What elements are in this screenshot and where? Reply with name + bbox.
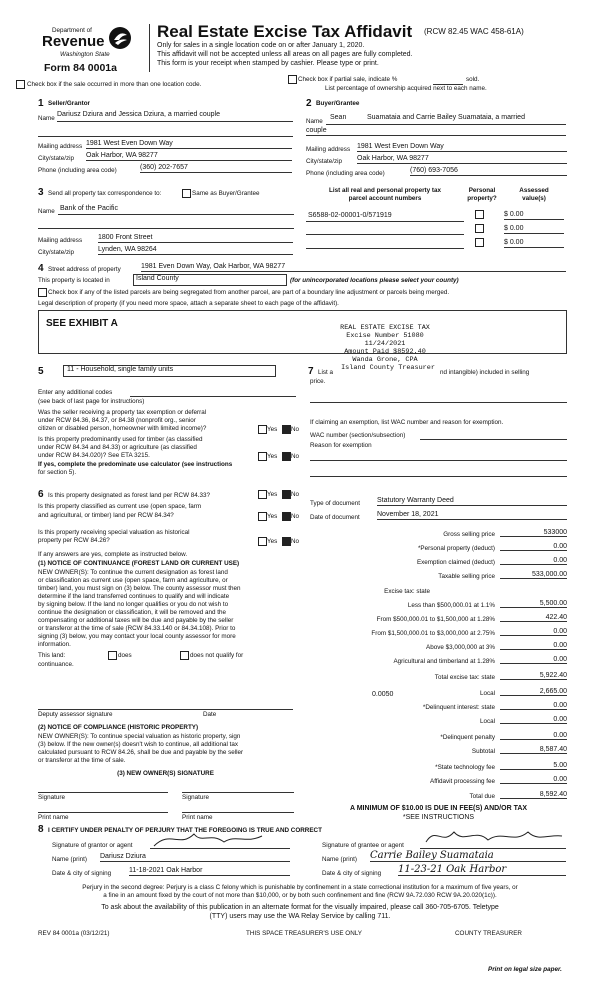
historic-yes-label: Yes xyxy=(267,538,278,545)
stamp-line-4: Amount Paid $8592.40 xyxy=(344,348,426,356)
parcel-line-1 xyxy=(306,221,464,222)
doc-date-label: Date of document xyxy=(310,514,360,521)
sold-label: sold. xyxy=(466,76,480,83)
if-yes-note: If any answers are yes, complete as instructed below. xyxy=(38,551,188,558)
seller-mail-label: Mailing address xyxy=(38,143,83,150)
owner-signature-label-1: Signature xyxy=(38,794,65,801)
seller-heading: Seller/Grantor xyxy=(48,100,90,107)
this-land-label: This land: xyxy=(38,652,66,659)
calc-value[interactable]: 0.00 xyxy=(500,716,567,724)
calc-label: *Delinquent penalty xyxy=(440,734,495,741)
buyer-name-line xyxy=(326,124,566,125)
form-number: Form 84 0001a xyxy=(44,62,117,74)
doc-type-label: Type of document xyxy=(310,500,361,507)
calc-value[interactable]: 0.00 xyxy=(500,656,567,664)
notice-1-line: NEW OWNER(S): To continue the current designation as forest land xyxy=(38,569,228,576)
grantee-name-field[interactable]: Carrie Bailey Suamataia xyxy=(370,850,566,862)
calc-label: Total excise tax: state xyxy=(434,674,495,681)
calc-value[interactable]: 0.00 xyxy=(500,702,567,710)
doc-date-field[interactable]: November 18, 2021 xyxy=(377,511,567,520)
grantee-signature-line[interactable] xyxy=(420,848,566,849)
notice-1-line: determine if the land transferred continues to qualify and will indicate xyxy=(38,593,230,600)
notice-2-title: (2) NOTICE OF COMPLIANCE (HISTORIC PROPERTY) xyxy=(38,724,199,731)
assessed-heading-2: value(s) xyxy=(522,195,546,202)
buyer-mail-field[interactable]: 1981 West Even Down Way xyxy=(357,143,567,152)
seller-phone-field[interactable]: (360) 202-7657 xyxy=(140,164,292,173)
minimum-note: A MINIMUM OF $10.00 IS DUE IN FEE(S) AND/OR TAX xyxy=(349,805,528,812)
timber-q-1: Is this property predominantly used for timber (as classified xyxy=(38,436,203,443)
buyer-name-label: Name xyxy=(306,118,323,125)
revenue-logo-icon xyxy=(108,26,132,50)
personal-checkbox-1[interactable] xyxy=(475,210,484,219)
parcel-number-1[interactable]: S6588-02-00001-0/571919 xyxy=(308,212,392,219)
buyer-name-cont[interactable]: couple xyxy=(306,127,566,136)
notice-2-line: or transferor at the time of sale. xyxy=(38,757,126,764)
stamp-line-1: REAL ESTATE EXCISE TAX xyxy=(340,324,430,332)
partial-sale-label: Check box if partial sale, indicate % xyxy=(298,76,398,83)
seller-name-label: Name xyxy=(38,115,55,122)
street-label: Street address of property xyxy=(48,266,121,273)
buyer-heading: Buyer/Grantee xyxy=(316,100,360,107)
parcel-heading-1: List all real and personal property tax xyxy=(329,187,441,194)
revenue-logo-text: Revenue xyxy=(42,33,105,50)
multi-location-label: Check box if the sale occurred in more than one location code. xyxy=(27,81,202,88)
buyer-phone-field[interactable]: (760) 693-7056 xyxy=(410,167,567,176)
calc-value[interactable]: 0.00 xyxy=(500,732,567,740)
calc-value[interactable]: 0.00 xyxy=(500,642,567,650)
owner-print-label-1: Print name xyxy=(38,814,69,821)
exempt-q-1: Was the seller receiving a property tax exemption or deferral xyxy=(38,409,207,416)
legal-size-note: Print on legal size paper. xyxy=(488,966,562,973)
stamp-line-6: Island County Treasurer xyxy=(338,364,438,372)
calc-label: Taxable selling price xyxy=(438,573,495,580)
availability-line-2: (TTY) users may use the WA Relay Service by calling 711. xyxy=(209,913,391,920)
partial-sale-checkbox[interactable] xyxy=(288,75,297,84)
calc-label: Exemption claimed (deduct) xyxy=(416,559,495,566)
section-2-number: 2 xyxy=(306,98,312,109)
parcel-line-2 xyxy=(306,234,464,235)
grantor-name-label: Name (print) xyxy=(52,856,87,863)
section-3-number: 3 xyxy=(38,187,44,198)
calc-value[interactable]: 422.40 xyxy=(500,614,567,622)
s7-text-2: nd intangible) included in selling xyxy=(440,369,530,376)
land-use-select[interactable]: 11 - Household, single family units xyxy=(63,365,276,377)
owner-print-line-1[interactable] xyxy=(38,812,168,813)
deputy-date-label: Date xyxy=(203,711,217,718)
stamp-line-2: Excise Number 51080 xyxy=(346,332,424,340)
not-qualify-label: does not qualify for xyxy=(190,652,244,659)
current-use-no-checkbox[interactable] xyxy=(282,512,291,521)
seller-extra-line xyxy=(38,136,293,137)
seller-name-line xyxy=(57,121,293,122)
legal-desc-label: Legal description of property (if you need more space, attach a separate sheet to each page of the affidavit). xyxy=(38,300,339,307)
calc-label: Above $3,000,000 at 3% xyxy=(426,644,495,651)
calc-value[interactable]: 0.00 xyxy=(500,557,567,565)
seller-city-field[interactable]: Oak Harbor, WA 98277 xyxy=(86,152,292,161)
exempt-yes-label: Yes xyxy=(267,426,278,433)
continuance-label: continuance. xyxy=(38,661,74,668)
assessed-value-3[interactable]: $ 0.00 xyxy=(504,239,564,248)
corr-name-label: Name xyxy=(38,208,55,215)
current-use-no-label: No xyxy=(291,513,300,520)
notice-2-line: NEW OWNER(S): To continue special valuation as historic property, sign xyxy=(38,733,241,740)
notice-1-line: continue the designation or classification, it will be removed and the xyxy=(38,609,226,616)
personal-checkbox-3[interactable] xyxy=(475,238,484,247)
availability-line-1: To ask about the availability of this publication in an alternate format for the visually impaired, please call 360-705-6705. Teletype xyxy=(101,904,499,911)
s7-text-3: price. xyxy=(310,378,326,385)
multi-location-checkbox[interactable] xyxy=(16,80,25,89)
seller-name-field[interactable]: Dariusz Dziura and Jessica Dziura, a married couple xyxy=(57,111,221,118)
historic-q-2: property per RCW 84.26? xyxy=(38,537,110,544)
notice-1-line: or transferor at the time of sale (RCW 84.33.140 or 84.34.108). Prior to xyxy=(38,625,236,632)
forest-no-label: No xyxy=(291,491,300,498)
certify-statement: I CERTIFY UNDER PENALTY OF PERJURY THAT THE FOREGOING IS TRUE AND CORRECT xyxy=(48,827,322,834)
stamp-line-3: 11/24/2021 xyxy=(364,340,406,348)
same-as-buyer-label: Same as Buyer/Grantee xyxy=(192,190,260,197)
page-title: Real Estate Excise Tax Affidavit xyxy=(157,22,413,41)
timber-no-checkbox[interactable] xyxy=(282,452,291,461)
section-4-number: 4 xyxy=(38,263,44,274)
owner-print-line-2[interactable] xyxy=(182,812,294,813)
grantee-name-label: Name (print) xyxy=(322,856,357,863)
current-use-q-2: and agricultural, or timber) land per RCW 84.34? xyxy=(38,512,174,519)
notice-1-line: by signing below. If the land no longer qualifies or you do not wish to xyxy=(38,601,229,608)
correspondence-label: Send all property tax correspondence to: xyxy=(48,190,162,197)
owner-print-label-2: Print name xyxy=(182,814,213,821)
historic-yes-checkbox[interactable] xyxy=(258,537,267,546)
calc-label: Agricultural and timberland at 1.28% xyxy=(393,658,495,665)
owner-sig-line-1[interactable] xyxy=(38,792,168,793)
calc-value[interactable]: 533,000.00 xyxy=(500,571,567,579)
calc-value[interactable]: 5,500.00 xyxy=(500,600,567,608)
notice-1-line: timber) land, you must sign on (3) below. The county assessor must then xyxy=(38,585,241,592)
calc-value[interactable]: 2,665.00 xyxy=(500,688,567,696)
grantor-name-field[interactable]: Dariusz Dziura xyxy=(100,853,290,862)
calc-label: Less than $500,000.01 at 1.1% xyxy=(407,602,495,609)
corr-city-field[interactable]: Lynden, WA 98264 xyxy=(98,246,293,255)
parcel-line-3 xyxy=(306,248,464,249)
historic-no-label: No xyxy=(291,538,300,545)
forest-no-checkbox[interactable] xyxy=(282,490,291,499)
revision-label: REV 84 0001a (03/12/21) xyxy=(38,930,110,937)
stamp-line-5: Wanda Grone, CPA xyxy=(352,356,418,364)
calc-label: Local xyxy=(479,718,495,725)
corr-name-line xyxy=(58,214,294,215)
buyer-city-field[interactable]: Oak Harbor, WA 98277 xyxy=(357,155,567,164)
calc-label: Gross selling price xyxy=(443,531,495,538)
header-divider xyxy=(149,24,150,72)
calc-value[interactable]: 533000 xyxy=(500,529,567,537)
notice-1-line: signing (3) below, you may contact your local county assessor for more xyxy=(38,633,236,640)
street-address-field[interactable]: 1981 Even Down Way, Oak Harbor, WA 98277 xyxy=(141,263,566,272)
timber-q-4: If yes, complete the predominate use calculator (see instructions xyxy=(38,461,233,468)
doc-type-field[interactable]: Statutory Warranty Deed xyxy=(377,497,567,506)
seller-mail-field[interactable]: 1981 West Even Down Way xyxy=(86,140,292,149)
location-label: This property is located in xyxy=(38,277,110,284)
exempt-q-2: under RCW 84.36, 84.37, or 84.38 (nonprofit org., senior xyxy=(38,417,196,424)
notice-2-line: calculated pursuant to RCW 84.26, shall be due and payable by the seller xyxy=(38,749,244,756)
same-as-buyer-checkbox[interactable] xyxy=(182,189,191,198)
additional-codes-label: Enter any additional codes xyxy=(38,389,113,396)
forest-yes-checkbox[interactable] xyxy=(258,490,267,499)
assessed-value-2[interactable]: $ 0.00 xyxy=(504,225,564,234)
timber-q-2: under RCW 84.34 and 84.33) or agriculture (as classified xyxy=(38,444,197,451)
header-line-1: Only for sales in a single location code on or after January 1, 2020. xyxy=(157,42,365,49)
seller-city-label: City/state/zip xyxy=(38,155,75,162)
location-note: (for unincorporated locations please select your county) xyxy=(290,277,459,284)
personal-heading: Personal xyxy=(468,187,496,194)
see-instructions-note: *SEE INSTRUCTIONS xyxy=(402,814,475,821)
calc-label: Local xyxy=(479,690,495,697)
perjury-line-1: Perjury in the second degree: Perjury is a class C felony which is punishable by confinement in a state correctional institution for a maximum of five years, or xyxy=(82,884,518,891)
current-use-yes-checkbox[interactable] xyxy=(258,512,267,521)
calc-label: Subtotal xyxy=(471,748,495,755)
calc-value[interactable]: 0.00 xyxy=(500,543,567,551)
grantor-sig-label: Signature of grantor or agent xyxy=(52,842,133,849)
s7-text-1: List a xyxy=(318,369,334,376)
section-8-number: 8 xyxy=(38,824,44,835)
does-qualify-checkbox[interactable] xyxy=(108,651,117,660)
calc-label: Total due xyxy=(469,793,495,800)
exempt-yes-checkbox[interactable] xyxy=(258,425,267,434)
deputy-signature-label: Deputy assessor signature xyxy=(38,711,113,718)
calc-value[interactable]: 8,587.40 xyxy=(500,746,567,754)
deputy-signature-line[interactable] xyxy=(38,709,293,710)
personal-heading-2: property? xyxy=(467,195,497,202)
corr-mail-field[interactable]: 1800 Front Street xyxy=(98,234,293,243)
rcw-reference: (RCW 82.45 WAC 458-61A) xyxy=(424,27,524,36)
forest-question: Is this property designated as forest land per RCW 84.33? xyxy=(48,492,211,499)
timber-q-5: for section 5). xyxy=(38,469,77,476)
county-select[interactable]: Island County xyxy=(133,274,287,286)
ownership-note: List percentage of ownership acquired next to each name. xyxy=(325,85,487,92)
buyer-name-rest[interactable]: Suamataia and Carrie Bailey Suamataia, a married xyxy=(367,114,525,121)
does-qualify-label: does xyxy=(118,652,132,659)
exempt-no-checkbox[interactable] xyxy=(282,425,291,434)
grantee-date-field[interactable]: 11-23-21 Oak Harbor xyxy=(398,864,566,876)
calc-label: *Delinquent interest: state xyxy=(422,704,495,711)
buyer-phone-label: Phone (including area code) xyxy=(306,170,385,177)
grantee-signature-image xyxy=(424,826,564,848)
exempt-q-3: citizen or disabled person, homeowner with limited income)? xyxy=(38,425,207,432)
notice-1-line: compensating or additional taxes will be due and payable by the seller xyxy=(38,617,234,624)
calc-value[interactable]: 0.00 xyxy=(500,628,567,636)
historic-no-checkbox[interactable] xyxy=(282,537,291,546)
section-1-number: 1 xyxy=(38,98,44,109)
personal-checkbox-2[interactable] xyxy=(475,224,484,233)
calc-label: *State technology fee xyxy=(435,764,495,771)
reason-line-2[interactable] xyxy=(310,476,567,477)
notice-2-line: (3) below. If the new owner(s) doesn't wish to continue, all additional tax xyxy=(38,741,239,748)
wac-label: WAC number (section/subsection) xyxy=(310,432,406,439)
treasurer-use-label: THIS SPACE TREASURER'S USE ONLY xyxy=(246,930,362,937)
calc-label: Affidavit processing fee xyxy=(430,778,495,785)
calc-label: *Personal property (deduct) xyxy=(417,545,495,552)
buyer-name-first[interactable]: Sean xyxy=(330,114,347,121)
notice-1-line: or classification as current use (open space, farm and agriculture, or xyxy=(38,577,228,584)
corr-name-field[interactable]: Bank of the Pacific xyxy=(60,205,118,212)
grantor-signature-image xyxy=(150,828,270,850)
corr-mail-label: Mailing address xyxy=(38,237,83,244)
owner-signature-label-2: Signature xyxy=(182,794,209,801)
timber-q-3: under RCW 84.34.020)? See ETA 3215. xyxy=(38,452,150,459)
section-7-number: 7 xyxy=(308,366,314,377)
buyer-city-label: City/state/zip xyxy=(306,158,343,165)
state-label: Washington State xyxy=(60,51,110,58)
segregated-label: Check box if any of the listed parcels are being segregated from another parcel, are part of a boundary line adjustment or parcels being merged. xyxy=(48,289,450,296)
timber-no-label: No xyxy=(291,453,300,460)
grantor-date-label: Date & city of signing xyxy=(52,870,112,877)
calc-value[interactable]: 8,592.40 xyxy=(500,791,567,799)
assessed-heading: Assessed xyxy=(519,187,549,194)
exempt-no-label: No xyxy=(291,426,300,433)
header-line-2: This affidavit will not be accepted unless all areas on all pages are fully completed. xyxy=(157,51,413,58)
forest-yes-label: Yes xyxy=(267,491,278,498)
section-6-number: 6 xyxy=(38,489,44,500)
grantee-sig-label: Signature of grantee or agent xyxy=(322,842,404,849)
calc-value[interactable]: 0.00 xyxy=(500,776,567,784)
timber-yes-label: Yes xyxy=(267,453,278,460)
perjury-line-2: a fine in an amount fixed by the court of not more than $10,000, or by both such confinement and fine (RCW 9A.72.030 RCW 9A.20.020(1c)). xyxy=(103,892,497,899)
historic-q-1: Is this property receiving special valuation as historical xyxy=(38,529,190,536)
reason-label: Reason for exemption xyxy=(310,442,372,449)
current-use-q-1: Is this property classified as current use (open space, farm xyxy=(38,503,202,510)
see-back-note: (see back of last page for instructions) xyxy=(38,398,145,405)
s7-line-1[interactable] xyxy=(310,402,567,403)
buyer-mail-label: Mailing address xyxy=(306,146,351,153)
owner-sig-line-2[interactable] xyxy=(182,792,294,793)
segregated-checkbox[interactable] xyxy=(38,288,47,297)
corr-city-label: City/state/zip xyxy=(38,249,75,256)
section-5-number: 5 xyxy=(38,366,44,377)
header-line-3: This form is your receipt when stamped by cashier. Please type or print. xyxy=(157,60,379,67)
calc-label: From $500,000.01 to $1,500,000 at 1.28% xyxy=(376,616,495,623)
notice-1-line: information. xyxy=(38,641,71,648)
additional-codes-line[interactable] xyxy=(130,396,296,397)
not-qualify-checkbox[interactable] xyxy=(180,651,189,660)
calc-value[interactable]: 5.00 xyxy=(500,762,567,770)
wac-line[interactable] xyxy=(420,439,567,440)
legal-description-text: SEE EXHIBIT A xyxy=(46,318,118,329)
parcel-heading-2: parcel account numbers xyxy=(348,195,422,202)
notice-1-title: (1) NOTICE OF CONTINUANCE (FOREST LAND OR CURRENT USE) xyxy=(38,560,240,567)
calc-label: Excise tax: state xyxy=(384,588,430,595)
reason-line-1[interactable] xyxy=(310,460,567,461)
exemption-claim-label: If claiming an exemption, list WAC number and reason for exemption. xyxy=(310,419,504,426)
calc-label: From $1,500,000.01 to $3,000,000 at 2.75% xyxy=(371,630,495,637)
notice-3-title: (3) NEW OWNER(S) SIGNATURE xyxy=(117,770,214,777)
current-use-yes-label: Yes xyxy=(267,513,278,520)
seller-phone-label: Phone (including area code) xyxy=(38,167,117,174)
county-treasurer-label: COUNTY TREASURER xyxy=(455,930,522,937)
grantor-date-field[interactable]: 11-18-2021 Oak Harbor xyxy=(129,867,290,876)
calc-value[interactable]: 5,922.40 xyxy=(500,672,567,680)
assessed-value-1[interactable]: $ 0.00 xyxy=(504,211,564,220)
corr-extra-line xyxy=(38,228,294,229)
dept-label: Department of xyxy=(52,27,92,34)
timber-yes-checkbox[interactable] xyxy=(258,452,267,461)
grantee-date-label: Date & city of signing xyxy=(322,870,382,877)
local-rate: 0.0050 xyxy=(372,691,394,698)
